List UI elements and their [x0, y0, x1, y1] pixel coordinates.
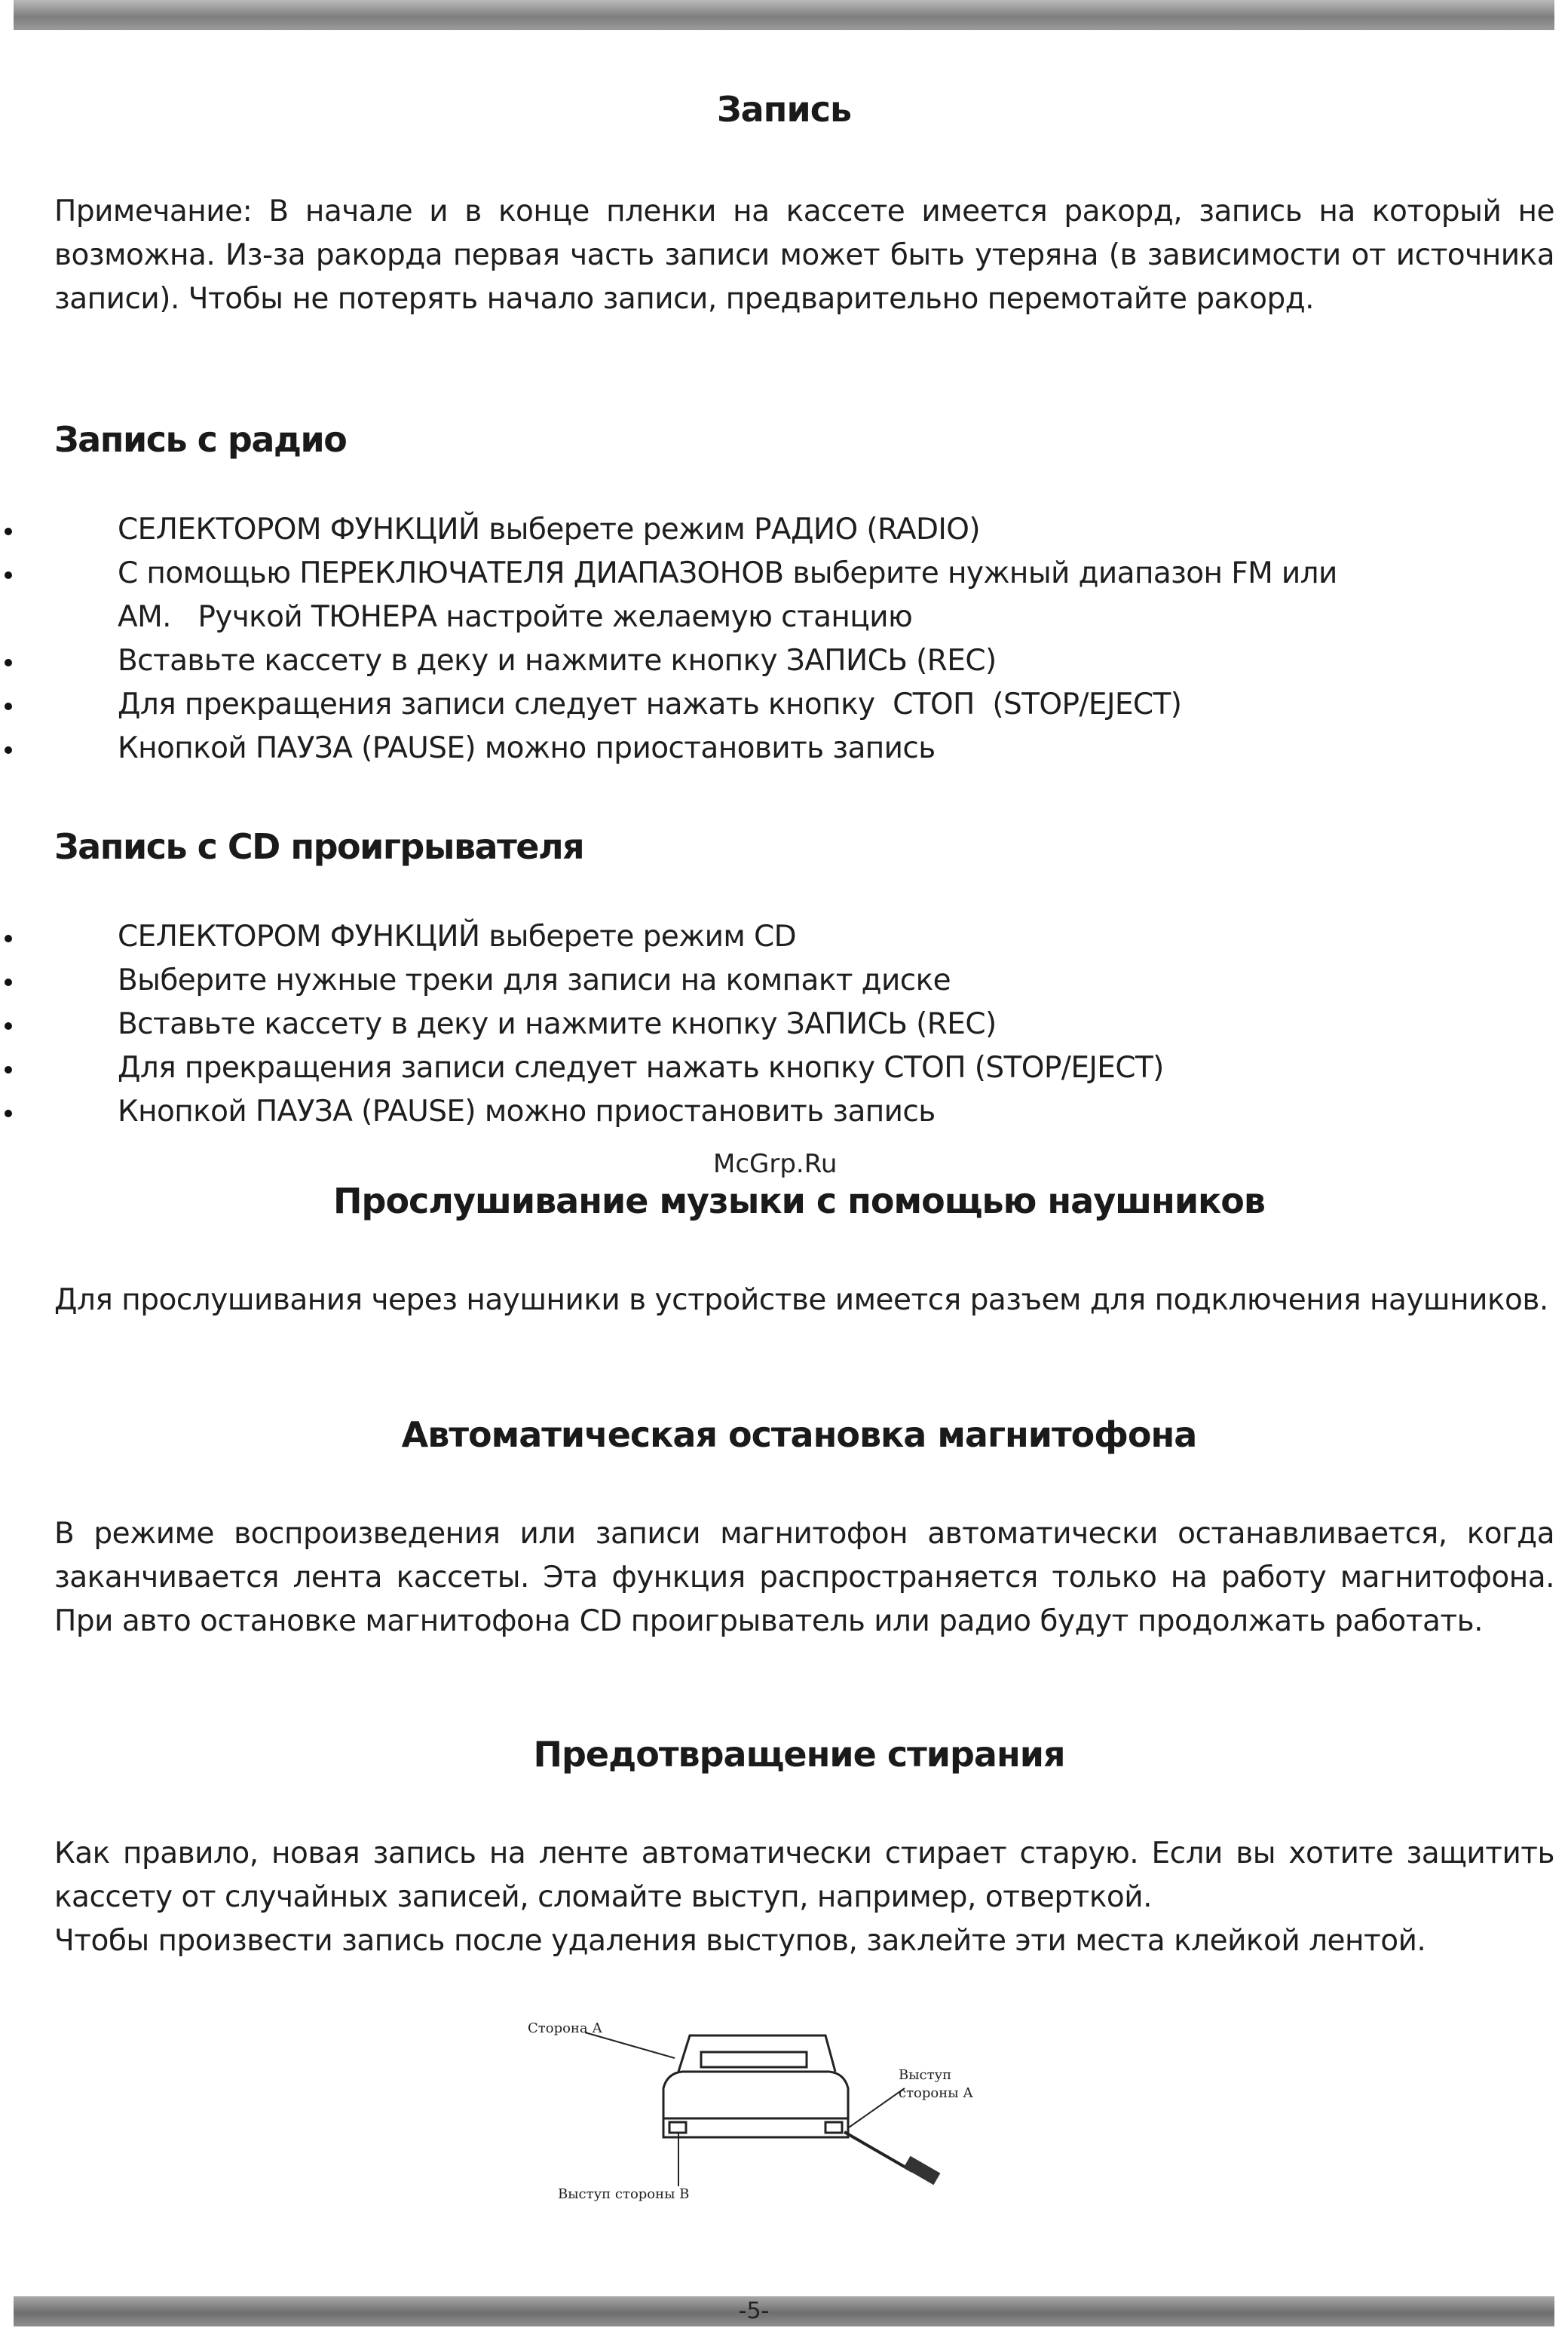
tab-a-label-line1: Выступ — [899, 2067, 952, 2083]
list-item — [0, 683, 1508, 727]
tab-b-label: Выступ стороны В — [558, 2186, 690, 2201]
list-item — [0, 1046, 1508, 1090]
side-a-label: Сторона А — [528, 2020, 603, 2036]
erase-paragraph-2: Чтобы произвести запись после удаления выступов, заклейте эти места клейкой лентой. — [54, 1924, 1426, 1958]
list-item-text: Кнопкой ПАУЗА (PAUSE) можно приостановить запись — [118, 731, 936, 765]
list-item — [0, 915, 1508, 959]
page-title: Запись — [716, 89, 852, 130]
tab-a-pointer — [849, 2088, 905, 2127]
autostop-paragraph: В режиме воспроизведения или записи магнитофон автоматически останавливается, когда заканчивается лента кассеты. Эта функция распространяется только на работу магнитофона. При авто остановке магнитофона CD проигрыватель или радио будут продолжать работать. — [54, 1517, 1554, 1638]
erase-paragraph: Как правило, новая запись на ленте автоматически стирает старую. Если вы хотите защитить кассету от случайных записей, сломайте выступ, например, отверткой. — [54, 1836, 1554, 1914]
radio-heading: Запись с радио — [54, 419, 347, 460]
radio-steps-list — [0, 508, 1508, 770]
side-a-pointer — [585, 2032, 675, 2058]
bullet-icon — [5, 1022, 12, 1030]
list-item-text: Вставьте кассету в деку и нажмите кнопку ЗАПИСЬ (REC) — [118, 644, 997, 678]
screwdriver-icon — [844, 2132, 940, 2185]
list-item-text: С помощью ПЕРЕКЛЮЧАТЕЛЯ ДИАПАЗОНОВ выберите нужный диапазон FM или AM. Ручкой ТЮНЕРА настройте желаемую станцию — [118, 556, 1337, 634]
bullet-icon — [5, 935, 12, 942]
list-item-text: Для прекращения записи следует нажать кнопку СТОП (STOP/EJECT) — [118, 688, 1182, 721]
erase-heading: Предотвращение стирания — [533, 1734, 1065, 1775]
list-item — [0, 959, 1508, 1003]
watermark: McGrp.Ru — [713, 1149, 838, 1179]
bullet-icon — [5, 1110, 12, 1117]
page-number: -5- — [738, 2298, 770, 2324]
bullet-icon — [5, 979, 12, 986]
list-item-text: Кнопкой ПАУЗА (PAUSE) можно приостановить запись — [118, 1095, 936, 1129]
list-item-text: Для прекращения записи следует нажать кнопку СТОП (STOP/EJECT) — [118, 1051, 1164, 1085]
headphones-paragraph: Для прослушивания через наушники в устройстве имеется разъем для подключения наушников. — [54, 1283, 1548, 1317]
list-item — [0, 508, 1508, 552]
list-item — [0, 552, 1508, 639]
list-item — [0, 639, 1508, 683]
tab-a-label-line2: стороны А — [899, 2085, 973, 2101]
top-decorative-bar — [14, 0, 1554, 30]
list-item — [0, 1090, 1508, 1134]
bullet-icon — [5, 659, 12, 666]
list-item — [0, 727, 1508, 770]
bullet-icon — [5, 1066, 12, 1074]
list-item — [0, 1003, 1508, 1046]
note-paragraph: Примечание: В начале и в конце пленки на кассете имеется ракорд, запись на который не возможна. Из-за ракорда первая часть записи может быть утеряна (в зависимости от источника записи). Чтобы не потерять начало записи, предварительно перемотайте ракорд. — [54, 195, 1554, 316]
headphones-heading: Прослушивание музыки с помощью наушников — [333, 1181, 1265, 1221]
autostop-heading: Автоматическая остановка магнитофона — [401, 1414, 1197, 1455]
list-item-text: СЕЛЕКТОРОМ ФУНКЦИЙ выберете режим РАДИО (RADIO) — [118, 513, 981, 547]
bullet-icon — [5, 703, 12, 710]
bullet-icon — [5, 571, 12, 579]
cd-steps-list — [0, 915, 1508, 1134]
bullet-icon — [5, 528, 12, 535]
cassette-body-icon — [663, 2072, 848, 2137]
bullet-icon — [5, 746, 12, 754]
cassette-tab-diagram — [520, 1983, 1003, 2201]
cd-heading: Запись с CD проигрывателя — [54, 826, 584, 867]
list-item-text: СЕЛЕКТОРОМ ФУНКЦИЙ выберете режим CD — [118, 920, 797, 954]
list-item-text: Выберите нужные треки для записи на компакт диске — [118, 963, 951, 997]
list-item-text: Вставьте кассету в деку и нажмите кнопку ЗАПИСЬ (REC) — [118, 1007, 997, 1041]
